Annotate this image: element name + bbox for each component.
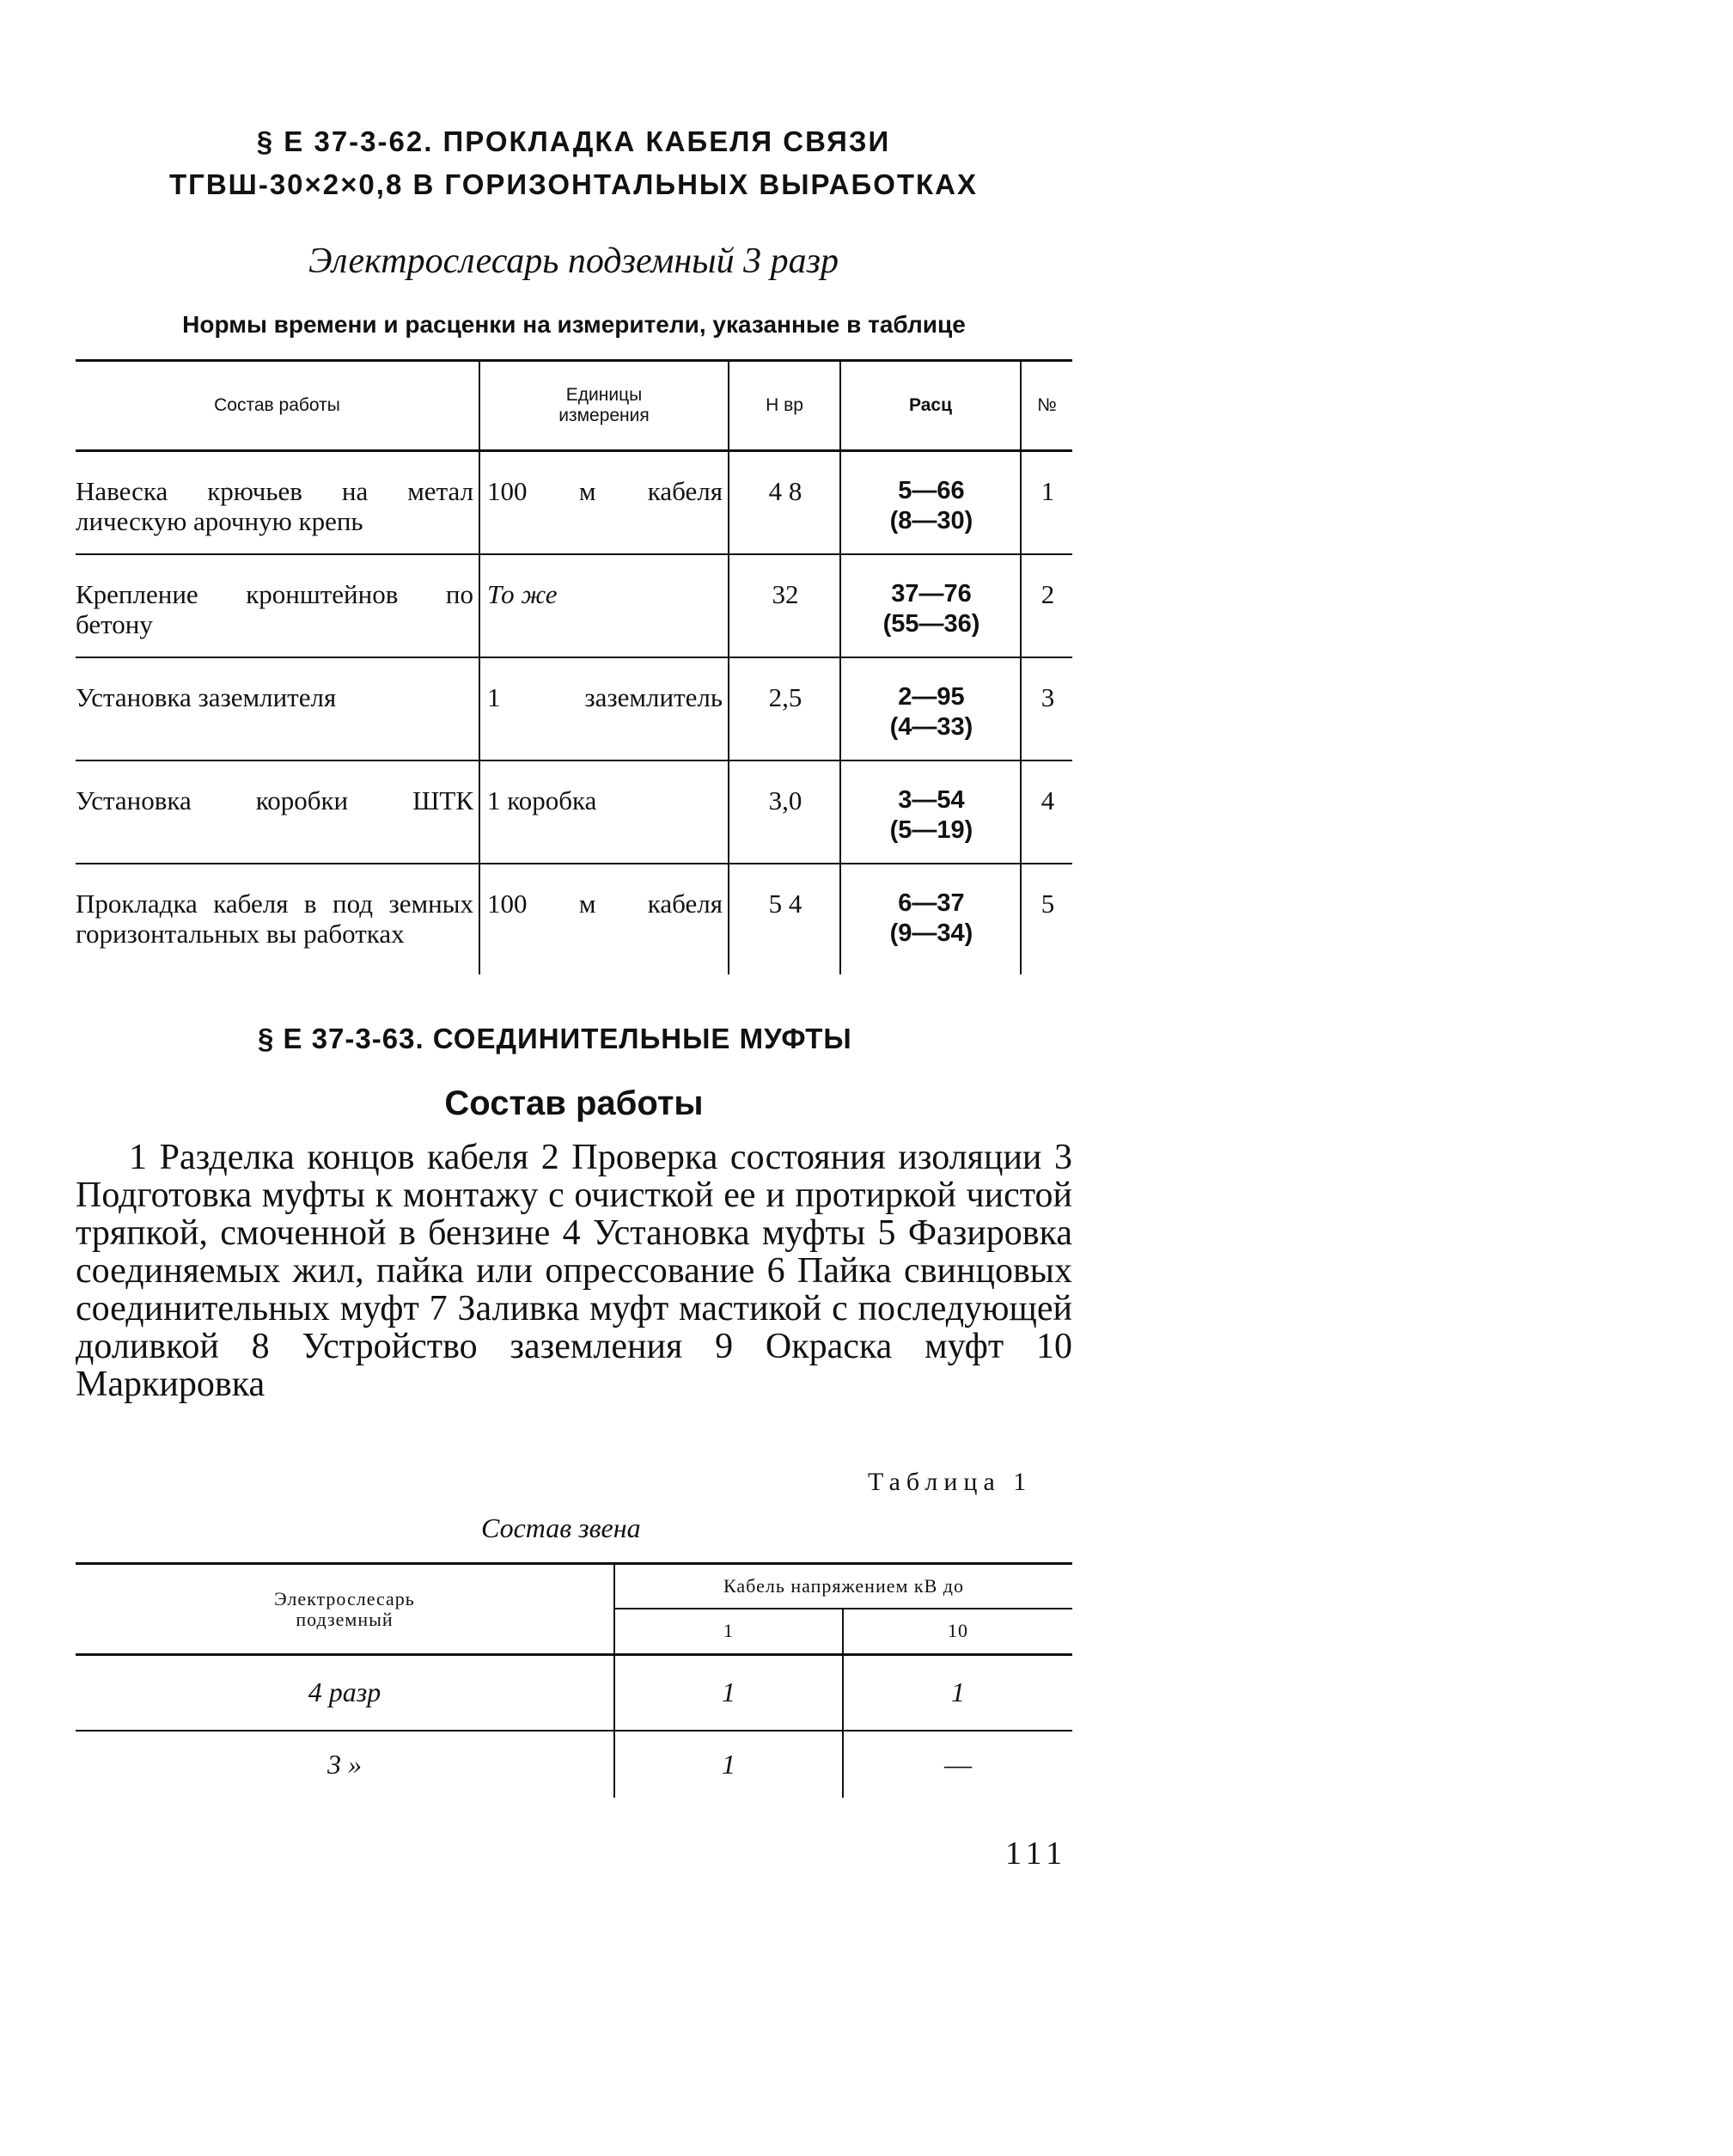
header-unit-line2: измерения — [558, 406, 650, 425]
cell-nvr: 2,5 — [729, 657, 840, 760]
cell-rasc — [840, 451, 1021, 555]
cell-rasc — [840, 657, 1021, 760]
section-title-line1: § Е 37-3-62. ПРОКЛАДКА КАБЕЛЯ СВЯЗИ — [256, 125, 891, 157]
cell-unit: 1 заземлитель — [479, 657, 729, 760]
cell-num: 2 — [1021, 554, 1072, 657]
crew-table — [76, 1562, 1072, 1798]
cell-nvr: 3,0 — [729, 760, 840, 864]
cell-work: Прокладка кабеля в под земных горизонтальных вы работках — [76, 889, 473, 949]
worker-subtitle: Электрослесарь подземный 3 разр — [308, 241, 839, 281]
rasc-value: 2—95 — [898, 683, 965, 711]
cell-unit: 100 м кабеля — [479, 864, 729, 974]
table-label: Таблица 1 — [868, 1468, 1033, 1496]
cell-10kv: 1 — [843, 1655, 1072, 1731]
header-worker-line1: Электрослесарь — [274, 1587, 415, 1609]
cell-unit: 100 м кабеля — [479, 451, 729, 555]
table-row — [76, 1655, 1072, 1731]
table-header-row — [76, 361, 1072, 451]
section-title-line2: ТГВШ-30×2×0,8 В ГОРИЗОНТАЛЬНЫХ ВЫРАБОТКАХ — [168, 168, 978, 200]
rasc-value-alt: (9—34) — [889, 919, 973, 947]
rasc-value: 5—66 — [898, 477, 965, 504]
cell-work: Навеска крючьев на метал лическую арочную крепь — [76, 451, 479, 555]
cell-1kv: 1 — [614, 1655, 843, 1731]
table2-header-row — [76, 1564, 1072, 1609]
rasc-value-alt: (55—36) — [882, 610, 980, 638]
cell-nvr: 32 — [729, 554, 840, 657]
cell-num: 4 — [1021, 760, 1072, 864]
header-worker — [76, 1564, 614, 1655]
header-worker-line2: подземный — [296, 1608, 394, 1630]
header-work: Состав работы — [76, 361, 479, 451]
cell-10kv: — — [843, 1731, 1072, 1798]
table-row — [76, 864, 1072, 974]
cell-grade: 3 » — [327, 1748, 362, 1780]
page-number: 111 — [1005, 1835, 1068, 1872]
header-cable-voltage: Кабель напряжением кВ до — [614, 1564, 1072, 1609]
section-title — [129, 120, 1018, 206]
table-row — [76, 451, 1072, 555]
header-rasc: Расц — [840, 361, 1021, 451]
cell-rasc — [840, 760, 1021, 864]
norms-table — [76, 359, 1072, 974]
cell-nvr: 5 4 — [729, 864, 840, 974]
table-row — [76, 760, 1072, 864]
table-row — [76, 1731, 1072, 1798]
section2-title: § Е 37-3-63. СОЕДИНИТЕЛЬНЫЕ МУФТЫ — [258, 1023, 852, 1054]
cell-num: 5 — [1021, 864, 1072, 974]
cell-work: Установка коробки ШТК — [76, 760, 479, 864]
cell-num: 3 — [1021, 657, 1072, 760]
work-description: 1 Разделка концов кабеля 2 Проверка состояния изоляции 3 Подготовка муфты к монтажу с очисткой ее и протиркой чистой тряпкой, смоченной в бензине 4 Установка муфты 5 Фазировка соединяемых жил, пайка или опрессование 6 Пайка свинцовых соединительных муфт 7 Заливка муфт мастикой с последующей доливкой 8 Устройство заземления 9 Окраска муфт 10 Маркировка — [76, 1138, 1072, 1404]
cell-rasc — [840, 554, 1021, 657]
cell-num: 1 — [1021, 451, 1072, 555]
rasc-value: 3—54 — [898, 786, 965, 814]
cell-grade: 4 разр — [76, 1655, 614, 1731]
table-row — [76, 657, 1072, 760]
header-col-10kv: 10 — [843, 1609, 1072, 1655]
cell-work: Крепление кронштейнов по бетону — [76, 554, 479, 657]
rasc-value: 37—76 — [891, 580, 972, 608]
cell-unit: То же — [479, 554, 729, 657]
header-col-1kv: 1 — [614, 1609, 843, 1655]
cell-rasc — [840, 864, 1021, 974]
rasc-value-alt: (5—19) — [889, 816, 973, 844]
section2-subtitle: Состав работы — [444, 1084, 704, 1122]
header-nvr: Н вр — [729, 361, 840, 451]
header-unit-line1: Единицы — [565, 385, 643, 405]
header-num: № — [1021, 361, 1072, 451]
rasc-value-alt: (8—30) — [889, 507, 973, 534]
rasc-value-alt: (4—33) — [889, 713, 973, 741]
cell-1kv: 1 — [614, 1731, 843, 1798]
cell-work: Установка заземлителя — [76, 657, 479, 760]
table-row — [76, 554, 1072, 657]
cell-unit: 1 коробка — [479, 760, 729, 864]
header-unit — [479, 361, 729, 451]
cell-nvr: 4 8 — [729, 451, 840, 555]
table-caption: Нормы времени и расценки на измерители, указанные в таблице — [182, 311, 966, 338]
rasc-value: 6—37 — [898, 889, 965, 917]
table2-caption: Состав звена — [481, 1512, 641, 1543]
